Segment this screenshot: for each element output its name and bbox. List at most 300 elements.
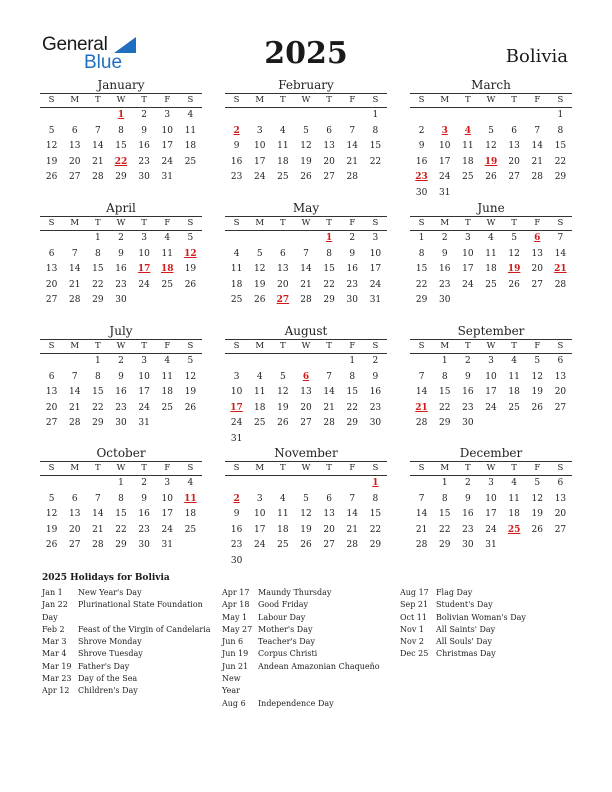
day-cell [248, 108, 271, 124]
day-cell: 11 [184, 125, 197, 136]
day-cell: 16 [462, 509, 474, 519]
day-cell: 24 [369, 279, 382, 290]
weekday-header [225, 93, 387, 108]
day-cell: 9 [141, 125, 147, 136]
holiday-name: Independence Day [258, 698, 334, 708]
day-cell: 23 [462, 524, 474, 535]
holiday-day-cell: 2 [233, 493, 240, 504]
holiday-name: Christmas Day [436, 649, 496, 659]
day-cell [294, 354, 317, 370]
day-cell: 14 [554, 248, 567, 259]
day-cell: 25 [462, 172, 474, 182]
weekday-label: F [534, 341, 541, 351]
day-cell: 21 [68, 402, 81, 413]
weekday-label: S [187, 463, 194, 473]
day-cell: 19 [300, 156, 312, 167]
holiday-day-cell: 4 [464, 125, 471, 136]
day-cell: 25 [253, 418, 266, 428]
day-cell: 22 [115, 524, 127, 535]
day-cell: 29 [415, 295, 428, 305]
day-cell: 5 [488, 125, 494, 136]
holiday-item [42, 612, 222, 624]
day-cell: 27 [45, 295, 58, 305]
holiday-day-cell: 19 [484, 156, 498, 167]
month-title: December [459, 446, 523, 460]
day-cell: 31 [138, 418, 150, 428]
day-cell [40, 476, 63, 492]
day-cell: 3 [141, 356, 147, 366]
day-cell: 16 [115, 264, 127, 274]
day-cell: 6 [279, 248, 286, 259]
weekday-label: S [557, 463, 564, 473]
day-cell [479, 186, 502, 202]
holiday-item [222, 636, 402, 648]
day-cell [503, 186, 526, 202]
holiday-item [222, 698, 402, 710]
week-row [40, 170, 202, 186]
day-cell: 27 [68, 172, 81, 182]
weekday-header [40, 216, 202, 231]
day-cell: 28 [415, 540, 428, 550]
weekday-label: W [486, 95, 496, 105]
holiday-date: Apr 17 [222, 588, 250, 597]
weekday-header [225, 339, 387, 354]
day-cell: 18 [161, 387, 173, 397]
day-cell: 19 [531, 387, 543, 397]
day-cell: 20 [531, 264, 543, 274]
day-cell: 20 [45, 402, 58, 413]
day-cell [341, 432, 364, 448]
day-cell: 2 [464, 356, 471, 366]
holiday-item [42, 636, 222, 648]
day-cell: 1 [94, 356, 101, 366]
day-cell: 15 [438, 509, 451, 519]
day-cell: 18 [184, 509, 197, 519]
day-cell [526, 186, 549, 202]
weekday-header [40, 339, 202, 354]
day-cell [479, 416, 502, 432]
day-cell: 8 [441, 371, 448, 382]
day-cell: 8 [94, 371, 101, 382]
day-cell: 25 [184, 524, 197, 535]
holiday-day-cell: 6 [302, 371, 310, 382]
day-cell: 3 [488, 478, 494, 488]
day-cell: 13 [554, 371, 567, 382]
day-cell: 26 [253, 295, 266, 305]
holidays-title: 2025 Holidays for Bolivia [42, 573, 170, 583]
month-september [410, 324, 572, 432]
holiday-name: Plurinational State Foundation [78, 600, 203, 610]
day-cell: 27 [323, 172, 335, 182]
day-cell: 23 [115, 279, 127, 290]
week-row [225, 139, 387, 155]
holiday-item [42, 624, 222, 636]
day-cell: 26 [45, 172, 58, 182]
holiday-name: Good Friday [258, 600, 309, 610]
day-cell: 13 [45, 387, 58, 397]
weekday-label: S [187, 95, 194, 105]
day-cell: 14 [415, 509, 428, 519]
day-cell: 29 [438, 418, 451, 428]
weekday-label: M [255, 463, 265, 473]
weekday-label: T [511, 95, 517, 105]
day-cell: 26 [531, 524, 543, 535]
day-cell: 16 [138, 141, 150, 151]
day-cell: 20 [508, 156, 520, 167]
day-cell: 19 [45, 156, 58, 167]
weekday-label: T [511, 341, 517, 351]
day-cell: 16 [369, 387, 382, 397]
day-cell: 6 [71, 493, 78, 504]
day-cell [526, 416, 549, 432]
holiday-name: Day of the Sea [78, 674, 138, 684]
day-cell: 22 [438, 402, 451, 413]
day-cell: 13 [45, 264, 58, 274]
day-cell [503, 108, 526, 124]
weekday-label: T [280, 218, 286, 228]
day-cell [549, 293, 572, 309]
holiday-item [400, 599, 580, 611]
holiday-name: Andean Amazonian Chaqueño [258, 661, 380, 671]
day-cell [271, 231, 294, 247]
day-cell: 2 [464, 478, 471, 488]
holiday-day-cell: 1 [117, 110, 125, 120]
day-cell: 27 [68, 540, 81, 550]
weekday-label: S [372, 218, 379, 228]
day-cell: 3 [372, 233, 379, 243]
day-cell: 21 [323, 402, 335, 413]
holiday-date: Mar 4 [42, 649, 67, 659]
month-june [410, 201, 572, 309]
day-cell: 1 [94, 233, 101, 243]
weekday-label: W [486, 341, 496, 351]
day-cell: 11 [485, 248, 497, 259]
week-row [40, 416, 202, 432]
day-cell [271, 476, 294, 492]
day-cell: 21 [346, 524, 358, 535]
week-row [410, 262, 572, 278]
holiday-day-cell: 18 [161, 264, 174, 274]
day-cell: 19 [184, 387, 197, 397]
day-cell [294, 476, 317, 492]
week-row [410, 124, 572, 140]
day-cell: 2 [441, 233, 448, 243]
weekday-label: M [440, 341, 450, 351]
day-cell [294, 432, 317, 448]
day-cell: 4 [164, 356, 171, 366]
day-cell: 13 [68, 141, 81, 151]
weekday-label: W [116, 463, 126, 473]
weekday-label: T [95, 95, 101, 105]
day-cell: 25 [508, 402, 520, 413]
day-cell: 10 [369, 248, 382, 259]
day-cell: 1 [118, 478, 124, 488]
day-cell: 24 [138, 402, 150, 413]
week-row [225, 554, 387, 570]
day-cell: 9 [441, 248, 448, 259]
week-row [225, 507, 387, 523]
day-cell: 14 [92, 509, 104, 519]
day-cell: 6 [326, 125, 332, 136]
day-cell: 14 [323, 387, 335, 397]
day-cell: 14 [92, 141, 104, 151]
day-cell: 27 [45, 418, 58, 428]
day-cell: 4 [279, 125, 286, 136]
day-cell [271, 354, 294, 370]
day-cell: 9 [233, 509, 240, 519]
day-cell: 11 [161, 371, 173, 382]
day-cell: 28 [346, 540, 358, 550]
weekday-label: M [70, 95, 80, 105]
day-cell: 9 [118, 371, 124, 382]
day-cell: 16 [230, 156, 243, 167]
day-cell: 24 [161, 156, 173, 167]
weekday-header [40, 93, 202, 108]
week-row [410, 492, 572, 508]
day-cell: 9 [464, 371, 471, 382]
day-cell: 7 [557, 233, 564, 243]
day-cell: 13 [323, 141, 335, 151]
weekday-label: M [440, 218, 450, 228]
month-february [225, 78, 387, 186]
day-cell: 31 [438, 187, 451, 198]
day-cell: 12 [184, 371, 197, 382]
holiday-item [42, 587, 222, 599]
holiday-name: Flag Day [436, 588, 473, 597]
holiday-item [222, 661, 402, 673]
week-row [225, 170, 387, 186]
day-cell: 8 [94, 248, 101, 259]
day-cell: 31 [369, 295, 382, 305]
day-cell: 4 [488, 233, 494, 243]
day-cell: 6 [557, 478, 564, 488]
week-row [225, 231, 387, 247]
weekday-header [225, 216, 387, 231]
weekday-label: F [349, 463, 356, 473]
day-cell: 2 [118, 356, 124, 366]
day-cell [410, 476, 433, 492]
holiday-date: Jun 19 [222, 649, 249, 659]
day-cell: 22 [369, 156, 382, 167]
holiday-name: Corpus Christi [258, 649, 318, 659]
day-cell: 6 [48, 371, 55, 382]
month-may [225, 201, 387, 309]
day-cell: 1 [372, 110, 379, 120]
day-cell: 29 [346, 418, 358, 428]
day-cell: 21 [346, 156, 358, 167]
week-row [410, 231, 572, 247]
day-cell: 17 [253, 524, 266, 535]
day-cell [364, 554, 387, 570]
day-cell: 15 [438, 387, 451, 397]
weekday-label: S [372, 95, 379, 105]
day-cell: 24 [438, 172, 451, 182]
holiday-day-cell: 23 [415, 172, 428, 182]
day-cell: 21 [92, 524, 104, 535]
day-cell: 30 [462, 540, 474, 550]
day-cell: 21 [68, 279, 81, 290]
holiday-date: Day [42, 612, 58, 622]
day-cell: 13 [277, 264, 289, 274]
week-row [225, 262, 387, 278]
day-cell [156, 416, 179, 432]
day-cell: 19 [531, 509, 543, 519]
holiday-day-cell: 3 [441, 125, 448, 136]
week-row [225, 476, 387, 492]
day-cell: 17 [253, 156, 266, 167]
day-cell: 25 [184, 156, 197, 167]
logo-text-general: General [42, 34, 108, 55]
day-cell: 30 [230, 555, 243, 566]
weekday-label: F [349, 218, 356, 228]
day-cell: 12 [277, 387, 289, 397]
day-cell: 15 [323, 264, 335, 274]
day-cell: 10 [161, 493, 173, 504]
day-cell: 26 [184, 402, 197, 413]
day-cell: 5 [279, 371, 286, 382]
holiday-day-cell: 21 [554, 264, 567, 274]
day-cell: 14 [346, 141, 358, 151]
weekday-label: S [233, 218, 240, 228]
day-cell: 22 [415, 279, 428, 290]
day-cell: 30 [138, 540, 150, 550]
week-row [410, 170, 572, 186]
weekday-label: T [280, 95, 286, 105]
week-row [40, 155, 202, 171]
day-cell: 4 [187, 478, 194, 488]
day-cell: 7 [94, 125, 101, 136]
holiday-item [42, 661, 222, 673]
day-cell: 4 [511, 356, 517, 366]
day-cell: 3 [233, 371, 240, 382]
holiday-item [400, 636, 580, 648]
day-cell: 28 [323, 418, 335, 428]
holiday-date: May 27 [222, 624, 253, 634]
day-cell: 23 [230, 172, 243, 182]
day-cell [364, 432, 387, 448]
week-row [40, 139, 202, 155]
day-cell: 28 [531, 172, 543, 182]
week-row [410, 108, 572, 124]
day-cell [549, 186, 572, 202]
week-row [225, 354, 387, 370]
week-row [40, 401, 202, 417]
weekday-label: T [141, 218, 147, 228]
day-cell: 6 [48, 248, 55, 259]
day-cell: 24 [138, 279, 150, 290]
holiday-item [42, 685, 222, 697]
day-cell [364, 170, 387, 186]
day-cell: 15 [92, 387, 104, 397]
day-cell: 23 [438, 279, 451, 290]
holiday-name [78, 612, 222, 624]
day-cell: 11 [161, 248, 173, 259]
day-cell: 8 [557, 125, 564, 136]
day-cell: 29 [554, 172, 567, 182]
week-row [410, 507, 572, 523]
day-cell: 16 [115, 387, 127, 397]
month-title: March [471, 78, 511, 92]
weekday-label: S [557, 218, 564, 228]
weekday-label: S [233, 463, 240, 473]
day-cell: 20 [554, 509, 567, 519]
day-cell: 31 [230, 433, 243, 444]
day-cell: 19 [300, 524, 312, 535]
day-cell [479, 108, 502, 124]
week-row [225, 370, 387, 386]
week-row [40, 523, 202, 539]
day-cell [271, 432, 294, 448]
month-july [40, 324, 202, 432]
day-cell [63, 108, 86, 124]
weekday-label: T [280, 463, 286, 473]
weekday-label: T [141, 463, 147, 473]
day-cell: 2 [141, 478, 147, 488]
day-cell: 21 [531, 156, 543, 167]
day-cell: 19 [45, 524, 58, 535]
holiday-day-cell: 17 [230, 402, 243, 413]
month-october [40, 446, 202, 554]
day-cell [318, 432, 341, 448]
day-cell: 8 [118, 125, 124, 136]
day-cell: 10 [138, 371, 150, 382]
day-cell: 8 [349, 371, 356, 382]
week-row [410, 416, 572, 432]
day-cell: 11 [462, 141, 474, 151]
day-cell: 18 [277, 524, 289, 535]
day-cell: 26 [485, 172, 497, 182]
week-row [225, 492, 387, 508]
day-cell: 9 [118, 248, 124, 259]
day-cell: 25 [277, 540, 289, 550]
holiday-column [42, 587, 222, 698]
day-cell [179, 293, 202, 309]
week-row [40, 247, 202, 263]
day-cell: 17 [438, 156, 451, 167]
holiday-name: Labour Day [258, 612, 306, 622]
day-cell: 26 [300, 172, 312, 182]
day-cell: 26 [277, 418, 289, 428]
week-row [225, 278, 387, 294]
day-cell: 9 [464, 493, 471, 504]
day-cell: 26 [184, 279, 197, 290]
holiday-item [400, 648, 580, 660]
week-row [225, 247, 387, 263]
day-cell: 12 [300, 141, 312, 151]
holiday-name: All Souls' Day [436, 637, 492, 647]
holiday-day-cell: 12 [184, 248, 197, 259]
weekday-label: F [534, 218, 541, 228]
week-row [225, 401, 387, 417]
day-cell [271, 108, 294, 124]
weekday-label: W [301, 341, 311, 351]
day-cell [341, 554, 364, 570]
holiday-name: Feast of the Virgin of Candelaria [78, 624, 211, 634]
day-cell: 2 [118, 233, 124, 243]
day-cell [179, 538, 202, 554]
day-cell [179, 170, 202, 186]
day-cell: 17 [485, 387, 497, 397]
day-cell: 30 [346, 295, 358, 305]
day-cell: 8 [418, 248, 425, 259]
holiday-date: Mar 3 [42, 637, 67, 647]
month-title: November [274, 446, 338, 460]
holiday-name: Shrove Monday [78, 637, 142, 647]
day-cell: 19 [277, 402, 289, 413]
week-row [410, 139, 572, 155]
weekday-label: S [418, 95, 425, 105]
day-cell: 5 [534, 356, 541, 366]
